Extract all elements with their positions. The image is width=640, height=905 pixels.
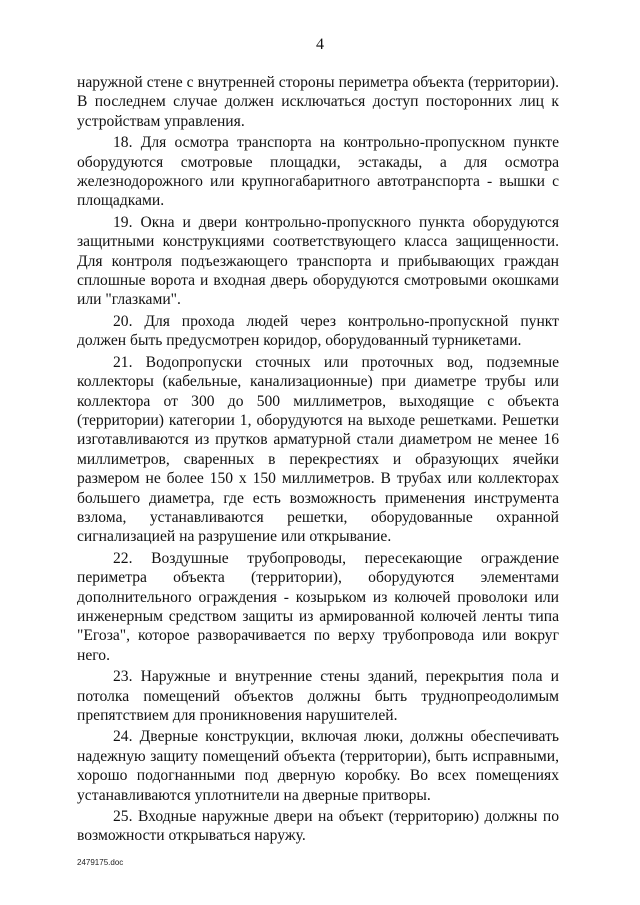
paragraph-24: 24. Дверные конструкции, включая люки, должны обеспечивать надежную защиту помещений объекта (территории), быть исправными, хорошо подогнанными под дверную коробку. Во всех помещениях устанавливаются уплотнители на дверные притворы. [77,728,559,804]
document-body [77,73,559,848]
page-number: 4 [316,36,324,53]
paragraph-23: 23. Наружные и внутренние стены зданий, перекрытия пола и потолка помещений объектов должны быть труднопреодолимым препятствием для проникновения нарушителей. [77,668,559,724]
paragraph-continuation: наружной стене с внутренней стороны периметра объекта (территории). В последнем случае должен исключаться доступ посторонних лиц к устройствам управления. [77,74,559,130]
paragraph-19: 19. Окна и двери контрольно-пропускного пункта оборудуются защитными конструкциями соответствующего класса защищенности. Для контроля подъезжающего транспорта и прибывающих граждан сплошные ворота и входная дверь оборудуются смотровыми окошками или "глазками". [77,213,559,309]
paragraph-21: 21. Водопропуски сточных или проточных вод, подземные коллекторы (кабельные, канализационные) при диаметре трубы или коллектора от 300 до 500 миллиметров, выходящие с объекта (территории) категории 1, оборудуются на выходе решетками. Решетки изготавливаются из прутков арматурной стали диаметром не менее 16 миллиметров, сваренных в перекрестиях и образующих ячейки размером не более 150 x 150 миллиметров. В трубах или коллекторах большего диаметра, где есть возможность применения инструмента взлома, устанавливаются решетки, оборудованные охранной сигнализацией на разрушение или открывание. [77,353,559,546]
paragraph-22: 22. Воздушные трубопроводы, пересекающие ограждение периметра объекта (территории), оборудуются элементами дополнительного ограждения - козырьком из колючей проволоки или инженерным средством защиты из армированной колючей ленты типа "Егоза", которое разворачивается по верху трубопровода или вокруг него. [77,549,559,664]
paragraph-20: 20. Для прохода людей через контрольно-пропускной пункт должен быть предусмотрен коридор, оборудованный турникетами. [77,312,559,350]
paragraph-18: 18. Для осмотра транспорта на контрольно-пропускном пункте оборудуются смотровые площадки, эстакады, а для осмотра железнодорожного или крупногабаритного автотранспорта - вышки с площадками. [77,134,559,210]
paragraph-25: 25. Входные наружные двери на объект (территорию) должны по возможности открываться наружу. [77,808,559,845]
file-name-footer: 2479175.doc [77,858,124,867]
